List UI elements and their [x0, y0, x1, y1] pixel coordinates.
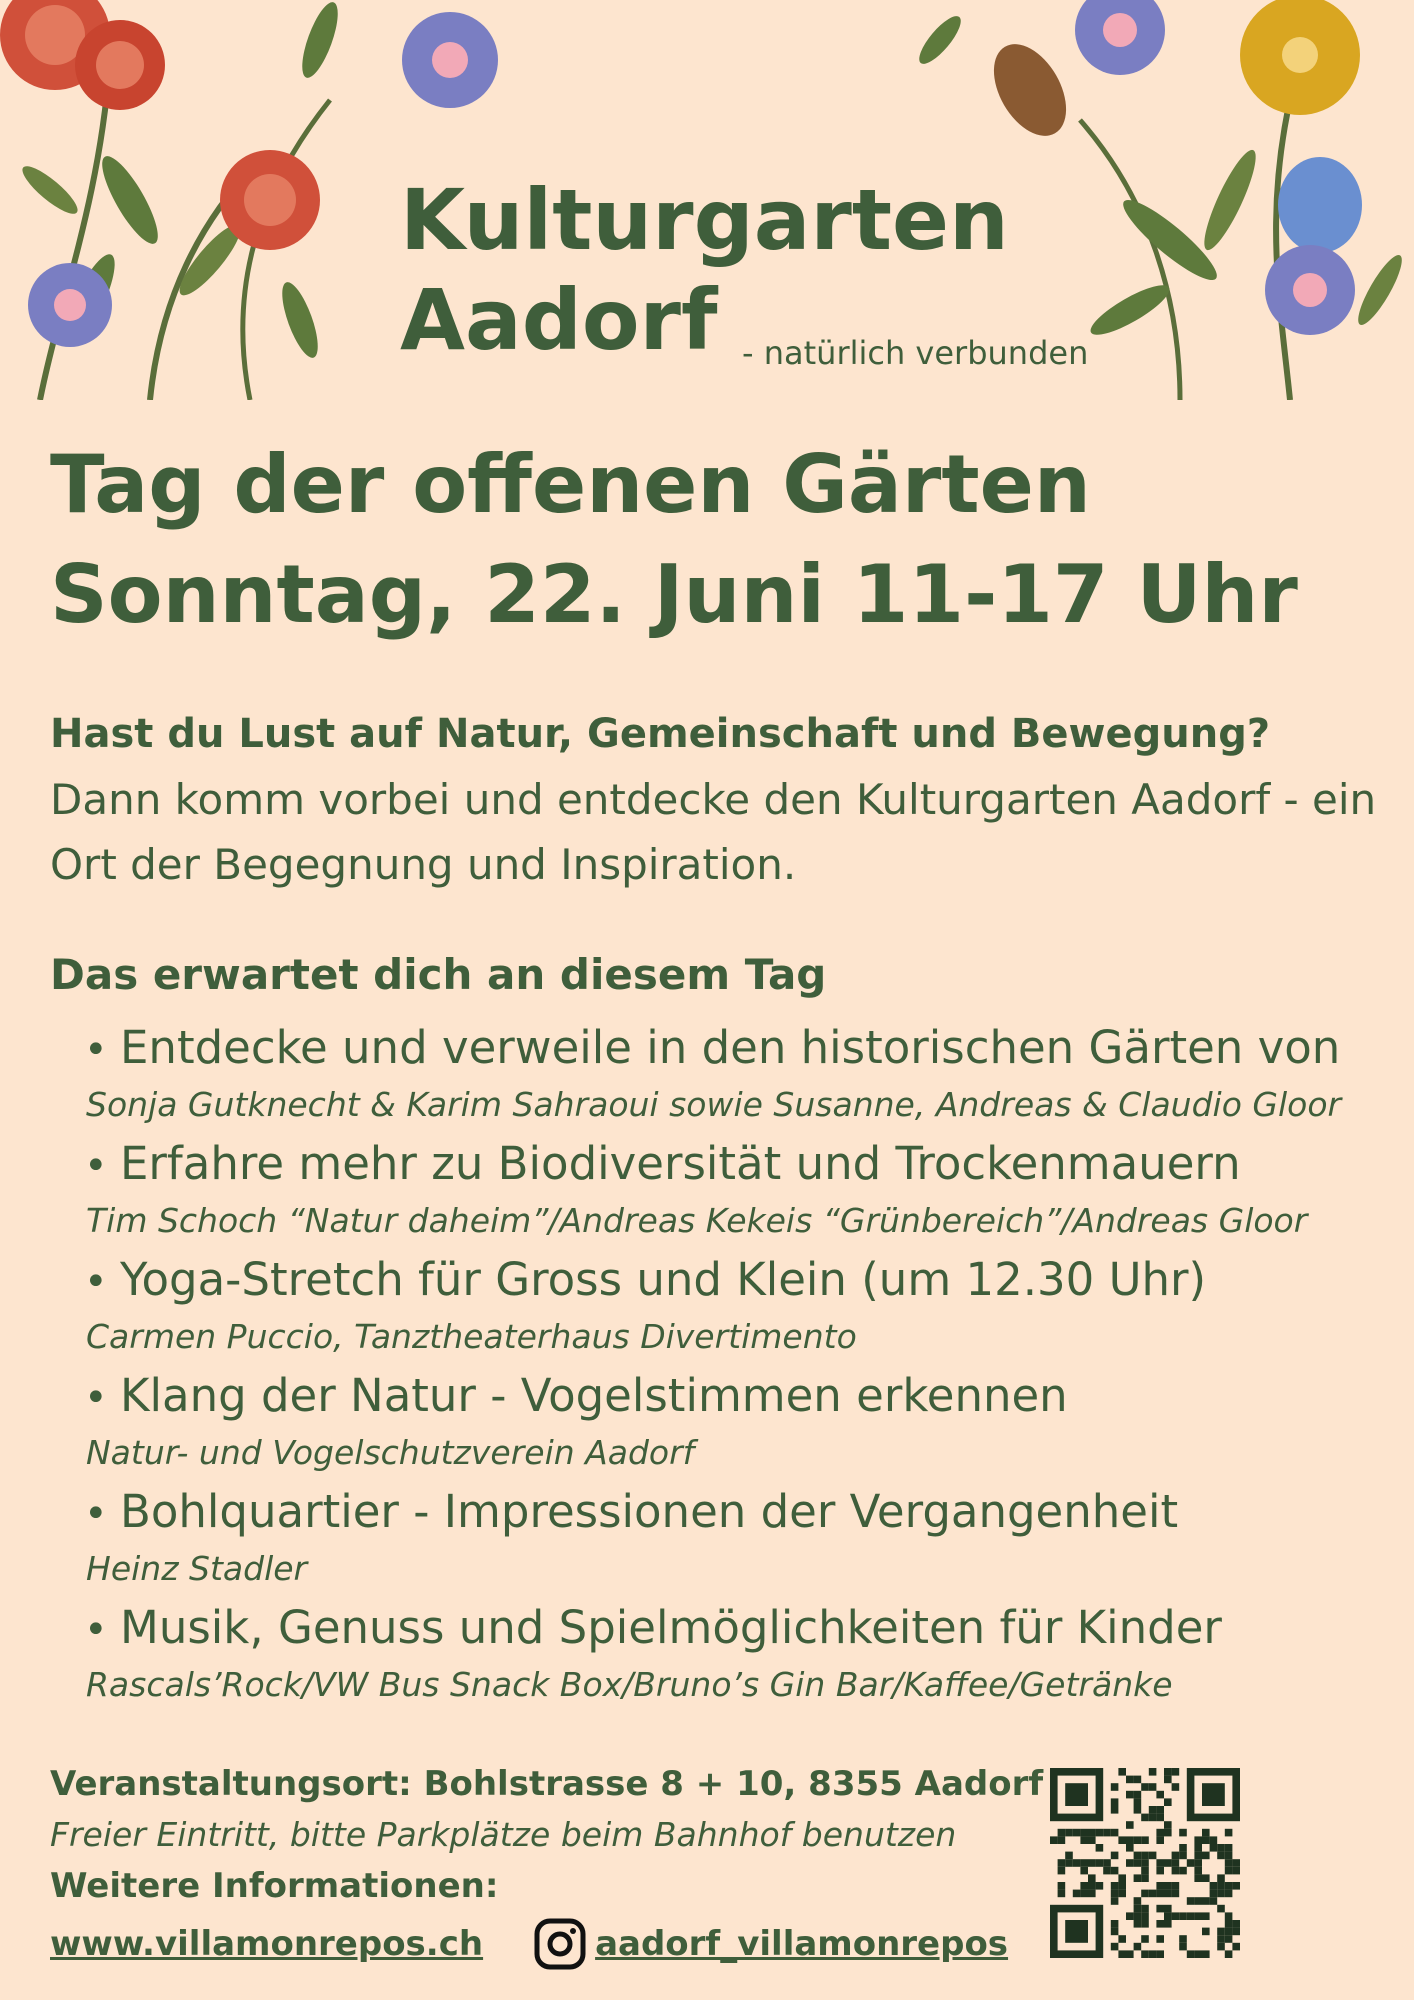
item-subtitle: Natur- und Vogelschutzverein Aadorf [86, 1433, 695, 1472]
item-title: Bohlquartier - Impressionen der Vergangenheit [120, 1485, 1179, 1538]
bullet-icon: • [84, 1027, 108, 1073]
list-item [50, 1248, 1390, 1364]
brand-name-line1: Kulturgarten [400, 171, 1009, 269]
brand-tagline: - natürlich verbunden [742, 334, 1089, 372]
bullet-icon: • [84, 1375, 108, 1421]
bullet-icon: • [84, 1259, 108, 1305]
event-location: Veranstaltungsort: Bohlstrasse 8 + 10, 8355 Aadorf [50, 1764, 1044, 1804]
intro-text: Dann komm vorbei und entdecke den Kulturgarten Aadorf - ein Ort der Begegnung und Inspiration. [50, 775, 1377, 889]
list-item [50, 1364, 1390, 1480]
website-link[interactable]: www.villamonrepos.ch [50, 1924, 484, 1964]
item-title: Klang der Natur - Vogelstimmen erkennen [120, 1369, 1068, 1422]
list-item [50, 1596, 1390, 1712]
item-title: Musik, Genuss und Spielmöglichkeiten für Kinder [120, 1601, 1222, 1654]
item-subtitle: Heinz Stadler [86, 1549, 308, 1588]
entry-note: Freier Eintritt, bitte Parkplätze beim Bahnhof benutzen [50, 1815, 957, 1854]
event-headline [50, 430, 1298, 650]
item-subtitle: Rascals’Rock/VW Bus Snack Box/Bruno’s Gin Bar/Kaffee/Getränke [86, 1665, 1173, 1704]
intro-question: Hast du Lust auf Natur, Gemeinschaft und Bewegung? [50, 711, 1271, 757]
bullet-icon: • [84, 1143, 108, 1189]
item-subtitle: Tim Schoch “Natur daheim”/Andreas Kekeis “Grünbereich”/Andreas Gloor [86, 1201, 1308, 1240]
item-title: Yoga-Stretch für Gross und Klein (um 12.30 Uhr) [120, 1253, 1207, 1306]
program-title: Das erwartet dich an diesem Tag [50, 950, 827, 999]
instagram-link[interactable]: aadorf_villamonrepos [595, 1924, 1009, 1964]
item-subtitle: Carmen Puccio, Tanztheaterhaus Divertimento [86, 1317, 857, 1356]
program-list [50, 1016, 1390, 1712]
list-item [50, 1016, 1390, 1132]
item-title: Erfahre mehr zu Biodiversität und Trockenmauern [120, 1137, 1241, 1190]
event-date-time: Sonntag, 22. Juni 11-17 Uhr [50, 548, 1298, 641]
brand-name-line2: Aadorf [400, 271, 718, 369]
item-subtitle: Sonja Gutknecht & Karim Sahraoui sowie Susanne, Andreas & Claudio Gloor [86, 1085, 1342, 1124]
instagram-icon[interactable] [533, 1917, 587, 1971]
event-title: Tag der offenen Gärten [50, 438, 1091, 531]
list-item [50, 1132, 1390, 1248]
list-item [50, 1480, 1390, 1596]
qr-code[interactable] [1050, 1768, 1240, 1958]
bullet-icon: • [84, 1491, 108, 1537]
bullet-icon: • [84, 1607, 108, 1653]
item-title: Entdecke und verweile in den historischen Gärten von [120, 1021, 1341, 1074]
intro-section [50, 702, 1390, 897]
more-info-label: Weitere Informationen: [50, 1866, 499, 1906]
